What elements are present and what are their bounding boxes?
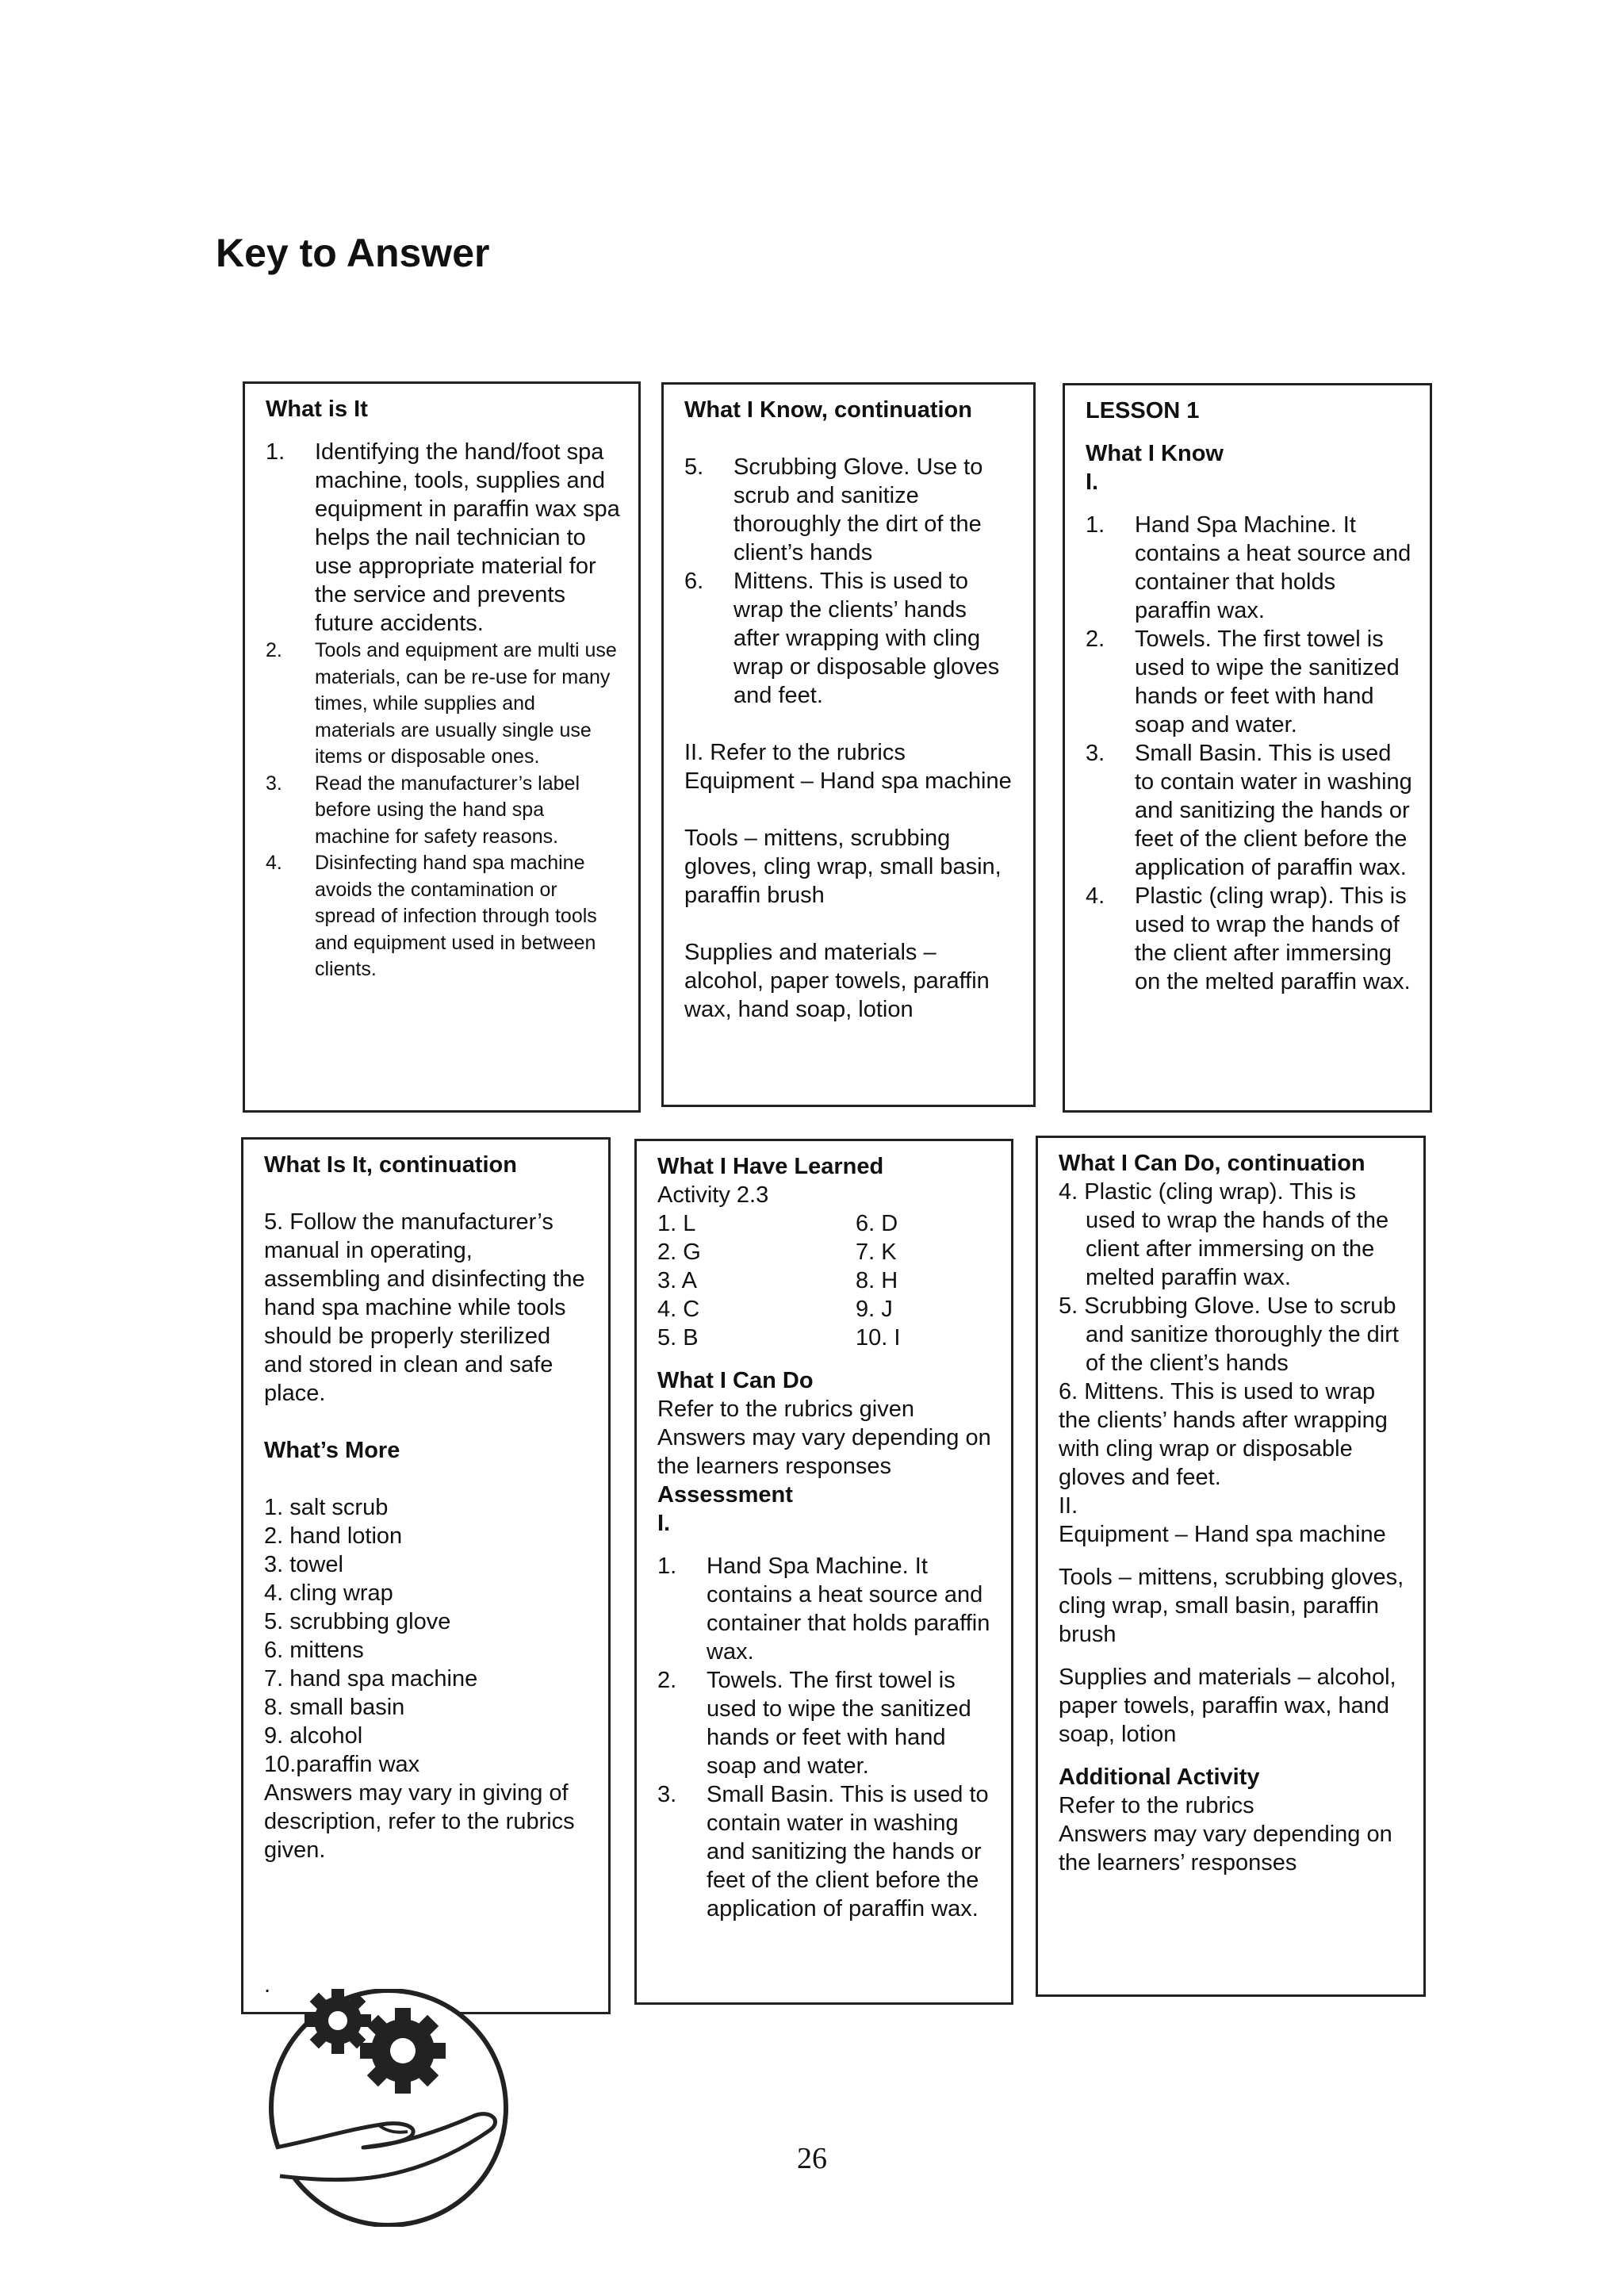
trailing-dot: .: [264, 1972, 271, 1998]
item-number: 3.: [657, 1782, 677, 1807]
list-item: [657, 1666, 994, 1780]
item-text: Plastic (cling wrap). This is used to wrap the hands of the client after immersing on the melted paraffin wax.: [1135, 883, 1411, 994]
what-i-know-continuation-list: [684, 453, 1016, 710]
tools-text: Tools – mittens, scrubbing gloves, cling wrap, small basin, paraffin brush: [1059, 1565, 1404, 1647]
item-4-text: 4. Plastic (cling wrap). This is used to wrap the hands of the client after immersing on the melted paraffin wax.: [1059, 1179, 1389, 1290]
additional-activity-note: Answers may vary depending on the learners’ responses: [1059, 1822, 1392, 1875]
what-is-it-continuation-box: [241, 1137, 611, 2014]
list-item: 8. small basin: [264, 1695, 405, 1720]
item-number: 3.: [266, 772, 282, 795]
lesson-heading: LESSON 1: [1086, 398, 1200, 423]
list-item: [266, 771, 621, 851]
list-item: [266, 438, 621, 638]
item-text: Small Basin. This is used to contain water in washing and sanitizing the hands or feet of the client before the application of paraffin wax.: [707, 1782, 989, 1921]
roman-numeral: I.: [1086, 469, 1099, 495]
item-number: 2.: [1086, 626, 1105, 652]
page-number: 26: [797, 2142, 827, 2175]
item-text: Hand Spa Machine. It contains a heat source and container that holds paraffin wax.: [707, 1554, 990, 1665]
what-i-can-do-heading: What I Can Do: [657, 1368, 814, 1393]
list-item: [657, 1780, 994, 1923]
item-number: 2.: [266, 639, 282, 661]
answer-item: 2. G: [657, 1239, 701, 1265]
whats-more-heading: What’s More: [264, 1438, 400, 1463]
item-text: Disinfecting hand spa machine avoids the contamination or spread of infection through tools and equipment used in between clients.: [315, 852, 597, 980]
item-number: 3.: [1086, 741, 1105, 766]
item-number: 6.: [684, 569, 704, 594]
item-text: Tools and equipment are multi use materials, can be re-use for many times, while supplies and materials are usually single use items or disposable ones.: [315, 639, 617, 768]
answer-item: 8. H: [856, 1268, 898, 1293]
whats-more-list: [264, 1493, 591, 1779]
item-number: 2.: [657, 1668, 677, 1693]
item-number: 1.: [1086, 512, 1105, 538]
answer-item: 4. C: [657, 1297, 700, 1322]
item-text: Towels. The first towel is used to wipe the sanitized hands or feet with hand soap and water.: [1135, 626, 1400, 738]
what-i-know-continuation-box: [661, 382, 1036, 1107]
roman-numeral: II.: [1059, 1493, 1078, 1519]
list-item: 5. scrubbing glove: [264, 1609, 451, 1634]
assessment-list: [657, 1552, 994, 1923]
hand-gears-logo-icon: [268, 1989, 569, 2227]
item-text: Small Basin. This is used to contain water in washing and sanitizing the hands or feet of the client before the application of paraffin wax.: [1135, 741, 1412, 880]
item-number: 1.: [657, 1554, 677, 1579]
list-item: 9. alcohol: [264, 1723, 363, 1749]
activity-label: Activity 2.3: [657, 1182, 769, 1208]
list-item: 7. hand spa machine: [264, 1666, 478, 1692]
list-item: 2. hand lotion: [264, 1523, 403, 1549]
equipment-text: Equipment – Hand spa machine: [1059, 1522, 1386, 1547]
answer-item: 10. I: [856, 1325, 901, 1351]
what-is-it-heading: What is It: [266, 397, 368, 422]
can-do-text: Refer to the rubrics given: [657, 1397, 914, 1422]
what-i-have-learned-box: [634, 1139, 1013, 2005]
list-item: [657, 1552, 994, 1666]
list-item: [684, 567, 1016, 710]
list-item: [266, 850, 621, 983]
item-5-text: 5. Scrubbing Glove. Use to scrub and sanitize thoroughly the dirt of the client’s hands: [1059, 1293, 1399, 1376]
list-item: 6. mittens: [264, 1638, 364, 1663]
list-item: [684, 453, 1016, 567]
item-text: Mittens. This is used to wrap the clients’ hands after wrapping with cling wrap or disposable gloves and feet.: [733, 569, 1000, 708]
item-text: Read the manufacturer’s label before using the hand spa machine for safety reasons.: [315, 772, 580, 848]
item-text: Towels. The first towel is used to wipe the sanitized hands or feet with hand soap and water.: [707, 1668, 971, 1779]
roman-numeral: I.: [657, 1511, 671, 1536]
supplies-text: Supplies and materials – alcohol, paper towels, paraffin wax, hand soap, lotion: [684, 940, 990, 1022]
answer-item: 5. B: [657, 1325, 699, 1351]
answer-item: 1. L: [657, 1211, 696, 1236]
item-number: 1.: [266, 439, 285, 465]
gear-icon: [360, 2008, 446, 2094]
item-number: 4.: [266, 852, 282, 874]
what-is-it-list: [266, 438, 621, 638]
refer-rubrics-text: II. Refer to the rubrics: [684, 740, 906, 765]
answer-item: 6. D: [856, 1211, 898, 1236]
answer-item: 9. J: [856, 1297, 893, 1322]
lesson-1-box: [1063, 383, 1432, 1113]
equipment-text: Equipment – Hand spa machine: [684, 768, 1012, 794]
what-is-it-box: [243, 381, 641, 1113]
item-number: 4.: [1086, 883, 1105, 909]
what-i-can-do-continuation-box: [1036, 1136, 1426, 1997]
list-item: 1. salt scrub: [264, 1495, 389, 1520]
list-item: 4. cling wrap: [264, 1580, 393, 1606]
what-i-know-list: [1086, 511, 1412, 996]
what-i-have-learned-heading: What I Have Learned: [657, 1154, 884, 1179]
what-i-can-do-continuation-heading: What I Can Do, continuation: [1059, 1151, 1365, 1176]
answer-item: 7. K: [856, 1239, 897, 1265]
item-number: 5.: [684, 454, 704, 480]
item-6-text: 6. Mittens. This is used to wrap the clients’ hands after wrapping with cling wrap or disposable gloves and feet.: [1059, 1379, 1388, 1490]
list-item: 3. towel: [264, 1552, 343, 1577]
what-i-know-heading: What I Know: [1086, 441, 1224, 466]
list-item: 10.paraffin wax: [264, 1752, 420, 1777]
additional-activity-heading: Additional Activity: [1059, 1764, 1260, 1790]
what-is-it-continuation-heading: What Is It, continuation: [264, 1152, 517, 1178]
tools-text: Tools – mittens, scrubbing gloves, cling wrap, small basin, paraffin brush: [684, 826, 1002, 908]
what-is-it-list-small: [266, 638, 621, 983]
item-text: Scrubbing Glove. Use to scrub and sanitize thoroughly the dirt of the client’s hands: [733, 454, 983, 565]
item-5-text: 5. Follow the manufacturer’s manual in operating, assembling and disinfecting the hand spa machine while tools should be properly sterilized and stored in clean and safe place.: [264, 1209, 585, 1406]
what-i-know-continuation-heading: What I Know, continuation: [684, 397, 972, 423]
activity-answers: [657, 1209, 994, 1352]
assessment-heading: Assessment: [657, 1482, 793, 1508]
answers-note: Answers may vary in giving of description, refer to the rubrics given.: [264, 1780, 575, 1863]
list-item: [1086, 739, 1412, 882]
list-item: [1086, 882, 1412, 996]
can-do-note: Answers may vary depending on the learners responses: [657, 1425, 991, 1479]
item-text: Hand Spa Machine. It contains a heat source and container that holds paraffin wax.: [1135, 512, 1411, 623]
supplies-text: Supplies and materials – alcohol, paper towels, paraffin wax, hand soap, lotion: [1059, 1665, 1396, 1747]
list-item: [1086, 511, 1412, 625]
item-text: Identifying the hand/foot spa machine, tools, supplies and equipment in paraffin wax spa helps the nail technician to use appropriate material for the service and prevents future accidents.: [315, 439, 620, 636]
list-item: [266, 638, 621, 771]
answer-item: 3. A: [657, 1268, 697, 1293]
additional-activity-text: Refer to the rubrics: [1059, 1793, 1254, 1818]
page-title: Key to Answer: [216, 231, 490, 275]
list-item: [1086, 625, 1412, 739]
